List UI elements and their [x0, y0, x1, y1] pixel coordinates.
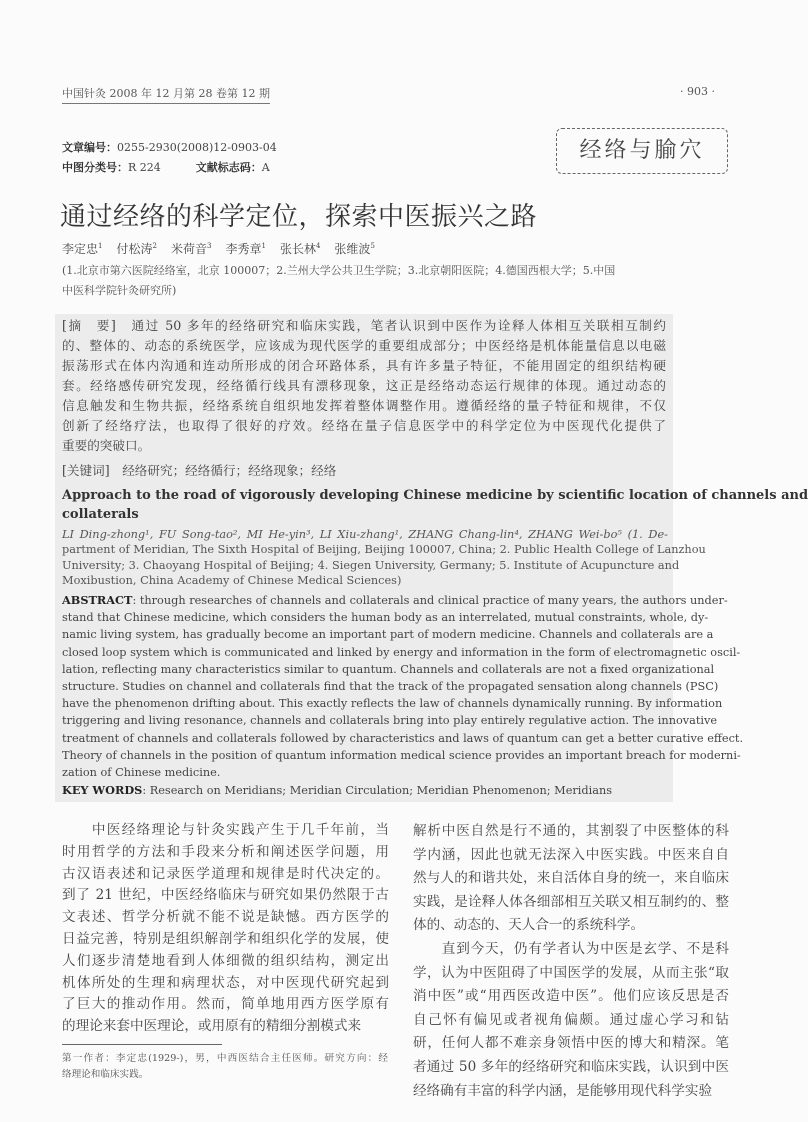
text-line: Moxibustion, China Academy of Chinese Medical Sciences) — [62, 574, 402, 588]
author-affiliation-mark: 1 — [261, 242, 266, 250]
text-line: 信息触发和生物共振，经络系统自组织地发挥着整体调整作用。遵循经络的量子特征和规律，不仅 — [62, 398, 666, 413]
text-line: 自己怀有偏见或者视角偏颇。通过虚心学习和钻 — [413, 1011, 729, 1028]
text-line: 直到今天，仍有学者认为中医是玄学、不是科 — [413, 940, 729, 957]
column-label: 经络与腧穴 — [556, 128, 728, 174]
text-line — [62, 592, 728, 609]
article-title: 通过经络的科学定位，探索中医振兴之路 — [60, 202, 538, 232]
keywords-label: KEY WORDS — [62, 783, 143, 797]
article-number-value: 0255-2930(2008)12-0903-04 — [117, 141, 277, 154]
body-column-left — [62, 820, 389, 1038]
author-affiliation-mark: 1 — [98, 242, 103, 250]
text-line: namic living system, has gradually become an important part of modern medicine. Channels and collaterals are a — [62, 628, 714, 642]
author-name: 张维波 — [334, 242, 371, 256]
author-list — [62, 240, 389, 257]
body-column-right — [413, 820, 729, 1103]
text-line: structure. Studies on channel and collaterals find that the track of the propagated sensation along channels (PSC) — [62, 680, 719, 694]
classification — [62, 159, 270, 175]
text-line: 学内涵，因此也就无法深入中医实践。中医来自自 — [413, 846, 729, 863]
chinese-abstract — [62, 316, 666, 456]
abstract-text: : through researches of channels and collaterals and clinical practice of many years, the authors under- — [132, 594, 728, 607]
author — [334, 242, 374, 256]
author — [171, 242, 211, 256]
text-line: zation of Chinese medicine. — [62, 766, 221, 780]
english-keywords — [62, 782, 612, 799]
text-line: 创新了经络疗法，也取得了很好的疗效。经络在量子信息医学中的科学定位为中医现代化提供了 — [62, 418, 666, 433]
text-line: 解析中医自然是行不通的，其割裂了中医整体的科 — [413, 823, 729, 839]
text-line: 振荡形式在体内沟通和连动所形成的闭合环路体系，具有许多量子特征，不能用固定的组织结构硬 — [62, 358, 666, 373]
doc-code-value: A — [261, 161, 270, 174]
page-number: · 903 · — [680, 85, 715, 98]
chinese-keywords: [关键词] 经络研究；经络循行；经络现象；经络 — [62, 463, 337, 478]
text-line: 人们逐步清楚地看到人体细微的组织结构，测定出 — [62, 952, 389, 969]
text-line: stand that Chinese medicine, which considers the human body as an interrelated, mutual constraints, whole, dy- — [62, 611, 709, 625]
text-line: 体的、动态的、天人合一的系统科学。 — [413, 917, 645, 934]
article-number — [62, 139, 277, 155]
text-line: 了巨大的推动作用。然而，简单地用西方医学原有 — [62, 996, 389, 1013]
author-affiliation-mark: 5 — [370, 242, 375, 250]
english-title — [62, 486, 808, 524]
running-header: 中国针灸 2008 年 12 月第 28 卷第 12 期 — [62, 85, 270, 104]
text-line: Theory of channels in the position of quantum information medical science provides an important breach for moderni- — [62, 748, 741, 762]
text-line: 日益完善，特别是组织解剖学和组织化学的发展，使 — [62, 930, 389, 947]
text-line: 经络确有丰富的科学内涵，是能够用现代科学实验 — [413, 1082, 713, 1099]
text-line: 然与人的和谐共处，来自活体自身的统一，来自临床 — [413, 870, 729, 887]
english-authors — [62, 527, 706, 589]
text-line: have the phenomenon drifting about. This exactly reflects the law of channels dynamically running. By information — [62, 697, 723, 711]
text-line: triggering and living resonance, channels and collaterals bring into play entirely regulative action. The innovative — [62, 714, 718, 728]
author-name: 李定忠 — [62, 242, 99, 256]
text-line: 机体所处的生理和病理状态，对中医现代研究起到 — [62, 974, 389, 991]
text-line: closed loop system which is communicated and linked by energy and information in the form of electromagnetic oscil- — [62, 645, 741, 659]
text-line: University; 3. Chaoyang Hospital of Beijing; 4. Siegen University, Germany; 5. Institute of Acupuncture and — [62, 558, 680, 572]
affiliation-line: 中医科学院针灸研究所) — [62, 284, 177, 297]
keywords-text: : Research on Meridians; Meridian Circulation; Meridian Phenomenon; Meridians — [142, 784, 613, 797]
text-line: 消中医”或“用西医改造中医”。他们应该反思是否 — [413, 988, 729, 1005]
footnote-divider — [62, 1044, 222, 1045]
class-label: 中图分类号： — [62, 161, 128, 174]
text-line: 络理论和临床实践。 — [62, 1069, 149, 1080]
text-line: 实践，是诠释人体各细部相互关联又相互制约的、整 — [413, 893, 729, 910]
author-name: 李秀章 — [225, 242, 262, 256]
text-line: collaterals — [62, 507, 139, 522]
doc-code-label: 文献标志码： — [195, 161, 262, 174]
text-line: lation, reflecting many characteristics similar to quantum. Channels and collaterals are not a fixed organizational — [62, 662, 715, 676]
text-line: Approach to the road of vigorously developing Chinese medicine by scientific location of channels and — [62, 488, 808, 503]
text-line: [摘 要] 通过 50 多年的经络研究和临床实践，笔者认识到中医作为诠释人体相互关联相互制约 — [62, 318, 666, 333]
text-line: 重要的突破口。 — [62, 438, 151, 453]
text-line: 中医经络理论与针灸实践产生于几千年前，当 — [62, 822, 389, 838]
english-abstract — [62, 592, 744, 781]
author — [62, 242, 102, 256]
author-name: 米荷音 — [170, 242, 207, 256]
text-line: 套。经络感传研究发现，经络循行线具有漂移现象，这正是经络动态运行规律的体现。通过动态的 — [62, 378, 666, 393]
text-line: 学，认为中医阻碍了中国医学的发展，从而主张“取 — [413, 964, 729, 981]
abstract-label: ABSTRACT — [62, 593, 133, 607]
author-name: 付松涛 — [116, 242, 153, 256]
text-line: LI Ding-zhong¹, FU Song-tao², MI He-yin³, LI Xiu-zhang¹, ZHANG Chang-lin⁴, ZHANG Wei-bo⁵ (1. De- — [62, 528, 668, 541]
author — [280, 242, 320, 256]
text-line: 的、整体的、动态的系统医学，应该成为现代医学的重要组成部分；中医经络是机体能量信息以电磁 — [62, 338, 666, 353]
text-line: treatment of channels and collaterals followed by characteristics and laws of quantum can get a better curative effect. — [62, 731, 744, 745]
text-line: partment of Meridian, The Sixth Hospital of Beijing, Beijing 100007, China; 2. Public Health College of Lanzhou — [62, 543, 706, 557]
author-affiliation-mark: 3 — [206, 242, 212, 250]
text-line: 的理论来套中医理论，或用原有的精细分割模式来 — [62, 1018, 362, 1035]
author — [225, 242, 265, 256]
text-line: 研，任何人都不难亲身领悟中医的博大和精深。笔 — [413, 1035, 729, 1052]
article-number-label: 文章编号： — [62, 141, 117, 154]
text-line: 者通过 50 多年的经络研究和临床实践，认识到中医 — [413, 1058, 729, 1075]
author — [116, 242, 156, 256]
text-line: 第一作者：李定忠(1929-)，男，中西医结合主任医师。研究方向：经 — [62, 1053, 388, 1064]
affiliation-line: (1.北京市第六医院经络室，北京 100007；2.兰州大学公共卫生学院；3.北京朝阳医院；4.德国西根大学；5.中国 — [62, 264, 616, 277]
author-affiliation-mark: 2 — [152, 242, 157, 250]
text-line: 文表述、哲学分析就不能不说是缺憾。西方医学的 — [62, 909, 389, 926]
text-line: 到了 21 世纪，中医经络临床与研究如果仍然限于古 — [62, 887, 389, 904]
text-line: 时用哲学的方法和手段来分析和阐述医学问题，用 — [62, 843, 389, 860]
footnote — [62, 1051, 388, 1083]
text-line: 古汉语表述和记录医学道理和规律是时代决定的。 — [62, 865, 389, 882]
author-affiliation-mark: 4 — [315, 242, 321, 250]
class-value: R 224 — [128, 161, 161, 174]
author-name: 张长林 — [279, 242, 316, 256]
